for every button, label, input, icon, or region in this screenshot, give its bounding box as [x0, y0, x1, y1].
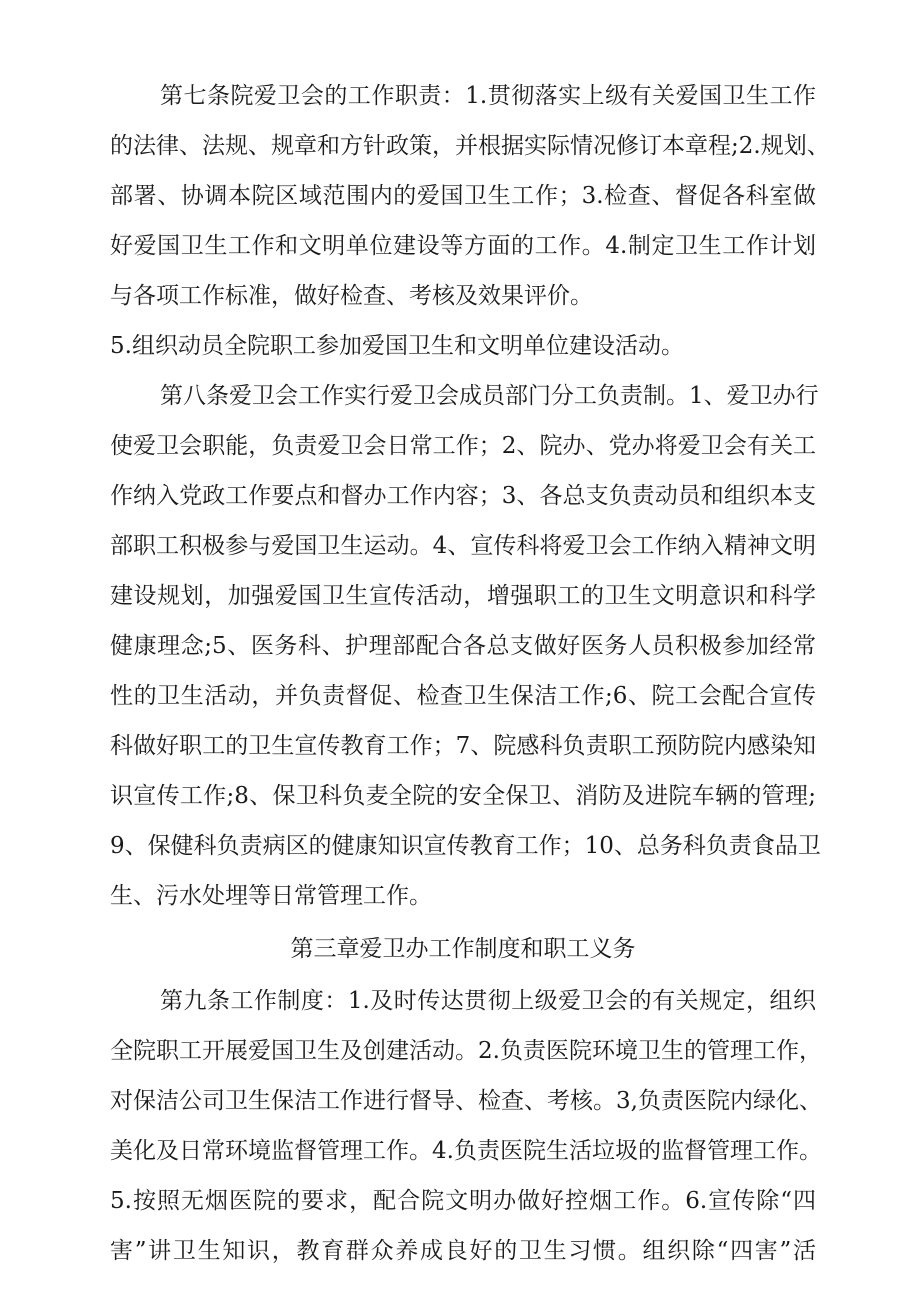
paragraph-line: 性的卫生活动，并负责督促、检查卫生保洁工作;6、院工会配合宣传	[110, 683, 816, 709]
paragraph-line: 第七条院爱卫会的工作职责：1.贯彻落实上级有关爱国卫生工作	[160, 83, 816, 109]
paragraph-line: 生、污水处埋等日常管理工作。	[110, 883, 432, 909]
paragraph-line: 部职工积极参与爱国卫生运动。4、宣传科将爱卫会工作纳入精神文明	[110, 533, 816, 559]
paragraph-line: 5.组织动员全院职工参加爱国卫生和文明单位建设活动。	[110, 333, 684, 359]
paragraph-line: 第九条工作制度：1.及时传达贯彻上级爱卫会的有关规定，组织	[160, 988, 816, 1014]
paragraph-line: 作纳入党政工作要点和督办工作内容；3、各总支负责动员和组织本支	[110, 483, 816, 509]
paragraph-line: 建设规划，加强爱国卫生宣传活动，增强职工的卫生文明意识和科学	[110, 583, 816, 609]
paragraph-line: 5.按照无烟医院的要求，配合院文明办做好控烟工作。6.宣传除“四	[110, 1188, 816, 1214]
paragraph-line: 好爱国卫生工作和文明单位建设等方面的工作。4.制定卫生工作计划	[110, 233, 816, 259]
paragraph-line: 第八条爱卫会工作实行爱卫会成员部门分工负责制。1、爱卫办行	[160, 383, 819, 409]
paragraph-line: 识宣传工作;8、保卫科负麦全院的安全保卫、消防及进院车辆的管理;	[110, 783, 816, 809]
paragraph-line: 健康理念;5、医务科、护理部配合各总支做好医务人员积极参加经常	[110, 633, 816, 659]
paragraph-line: 使爱卫会职能，负责爱卫会日常工作；2、院办、党办将爱卫会有关工	[110, 433, 816, 459]
chapter-heading: 第三章爱卫办工作制度和职工义务	[290, 936, 636, 962]
paragraph-line: 部署、协调本院区域范围内的爱国卫生工作；3.检查、督促各科室做	[110, 183, 816, 209]
paragraph-line: 害”讲卫生知识，教育群众养成良好的卫生习惯。组织除“四害”活	[110, 1238, 816, 1264]
paragraph-line: 与各项工作标准，做好检查、考核及效果评价。	[110, 283, 593, 309]
paragraph-line: 科做好职工的卫生宣传教育工作；7、院感科负责职工预防院内感染知	[110, 733, 816, 759]
paragraph-line: 对保洁公司卫生保洁工作进行督导、检查、考核。3,负责医院内绿化、	[110, 1088, 822, 1114]
paragraph-line: 9、保健科负责病区的健康知识宣传教育工作；10、总务科负责食品卫	[110, 833, 821, 859]
paragraph-line: 的法律、法规、规章和方针政策，并根据实际情况修订本章程;2.规划、	[110, 133, 830, 159]
paragraph-line: 美化及日常环境监督管理工作。4.负责医院生活垃圾的监督管理工作。	[110, 1138, 822, 1164]
paragraph-line: 全院职工开展爱国卫生及创建活动。2.负责医院环境卫生的管理工作，	[110, 1038, 822, 1064]
